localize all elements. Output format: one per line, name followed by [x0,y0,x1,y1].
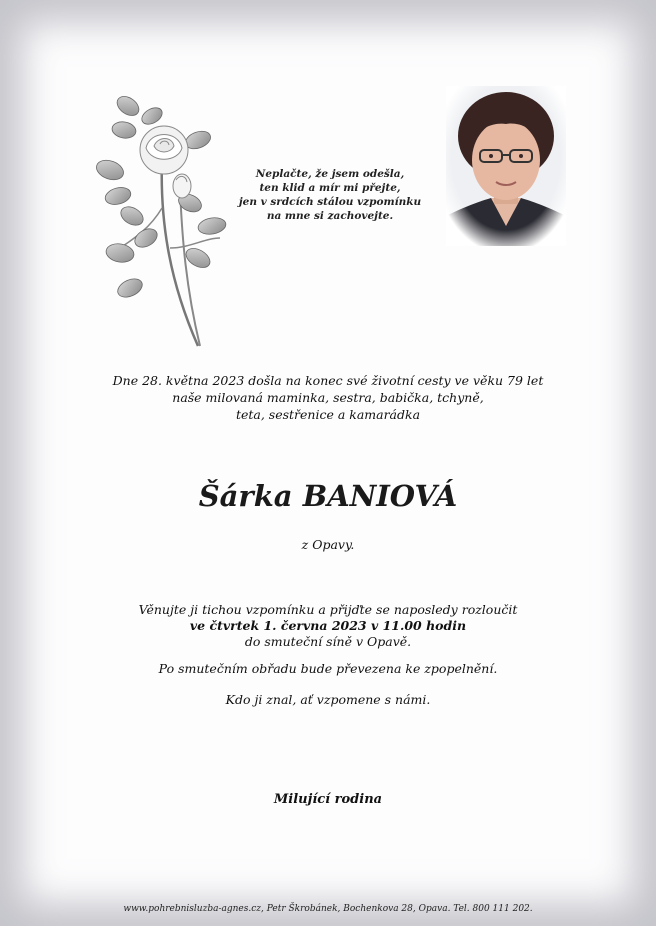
deceased-name: Šárka BANIOVÁ [198,479,458,513]
death-announcement [90,372,566,423]
announcement-line: Dne 28. května 2023 došla na konec své životní cesty ve věku 79 let [112,373,544,388]
announcement-line: naše milovaná maminka, sestra, babička, tchyně, [172,390,484,405]
funeral-date-time: ve čtvrtek 1. června 2023 v 11.00 hodin [189,618,467,633]
poem-line: jen v srdcích stálou vzpomínku [238,196,422,208]
funeral-details [90,602,566,650]
deceased-origin: z Opavy. [301,537,355,552]
remembrance-note: Kdo ji znal, ať vzpomene s námi. [225,692,431,707]
funeral-service-footer: www.pohrebnisluzba-agnes.cz, Petr Škrobánek, Bochenkova 28, Opava. Tel. 800 111 202. [123,904,533,914]
rose-illustration [90,88,240,350]
memorial-poem [230,167,430,223]
poem-line: na mne si zachovejte. [266,210,394,222]
family-signature: Milující rodina [273,792,383,807]
funeral-invitation: Věnujte ji tichou vzpomínku a přijďte se naposledy rozloučit [138,602,518,617]
poem-line: ten klid a mír mi přejte, [259,182,401,194]
cremation-note: Po smutečním obřadu bude převezena ke zpopelnění. [158,661,498,676]
portrait-photo [446,86,566,246]
funeral-location: do smuteční síně v Opavě. [244,634,412,649]
announcement-line: teta, sestřenice a kamarádka [235,407,421,422]
poem-line: Neplačte, že jsem odešla, [255,168,405,180]
